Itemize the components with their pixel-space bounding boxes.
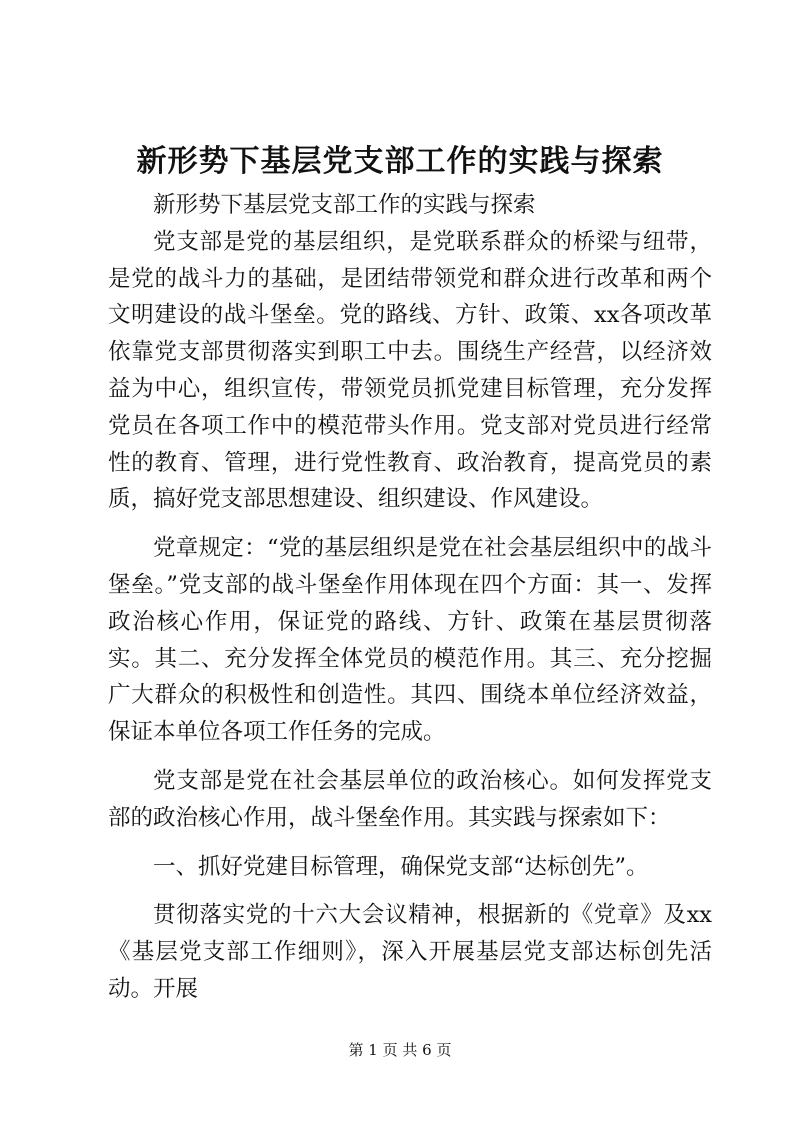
- section-heading-paragraph: 一、抓好党建目标管理，确保党支部“达标创先”。: [153, 853, 649, 880]
- document-title: 新形势下基层党支部工作的实践与探索: [136, 144, 664, 179]
- body-paragraph: 贯彻落实党的十六大会议精神，根据新的《党章》及xx《基层党支部工作细则》，深入开展基层党支部达标创先活动。开展: [108, 902, 712, 1002]
- document-body: [108, 187, 712, 1020]
- body-paragraph: 党支部是党在社会基层单位的政治核心。如何发挥党支部的政治核心作用，战斗堡垒作用。其实践与探索如下：: [108, 767, 712, 831]
- page-footer: 第 1 页 共 6 页: [348, 1041, 452, 1059]
- body-paragraph: 党章规定：“党的基层组织是党在社会基层组织中的战斗堡垒。”党支部的战斗堡垒作用体现在四个方面：其一、发挥政治核心作用，保证党的路线、方针、政策在基层贯彻落实。其二、充分发挥全体党员的模范作用。其三、充分挖掘广大群众的积极性和创造性。其四、围绕本单位经济效益，保证本单位各项工作任务的完成。: [108, 535, 712, 746]
- subtitle-paragraph: 新形势下基层党支部工作的实践与探索: [153, 192, 536, 218]
- body-paragraph: 党支部是党的基层组织，是党联系群众的桥梁与纽带，是党的战斗力的基础，是团结带领党和群众进行改革和两个文明建设的战斗堡垒。党的路线、方针、政策、xx各项改革依靠党支部贯彻落实到职工中去。围绕生产经营，以经济效益为中心，组织宣传，带领党员抓党建目标管理，充分发挥党员在各项工作中的模范带头作用。党支部对党员进行经常性的教育、管理，进行党性教育、政治教育，提高党员的素质，搞好党支部思想建设、组织建设、作风建设。: [108, 228, 712, 513]
